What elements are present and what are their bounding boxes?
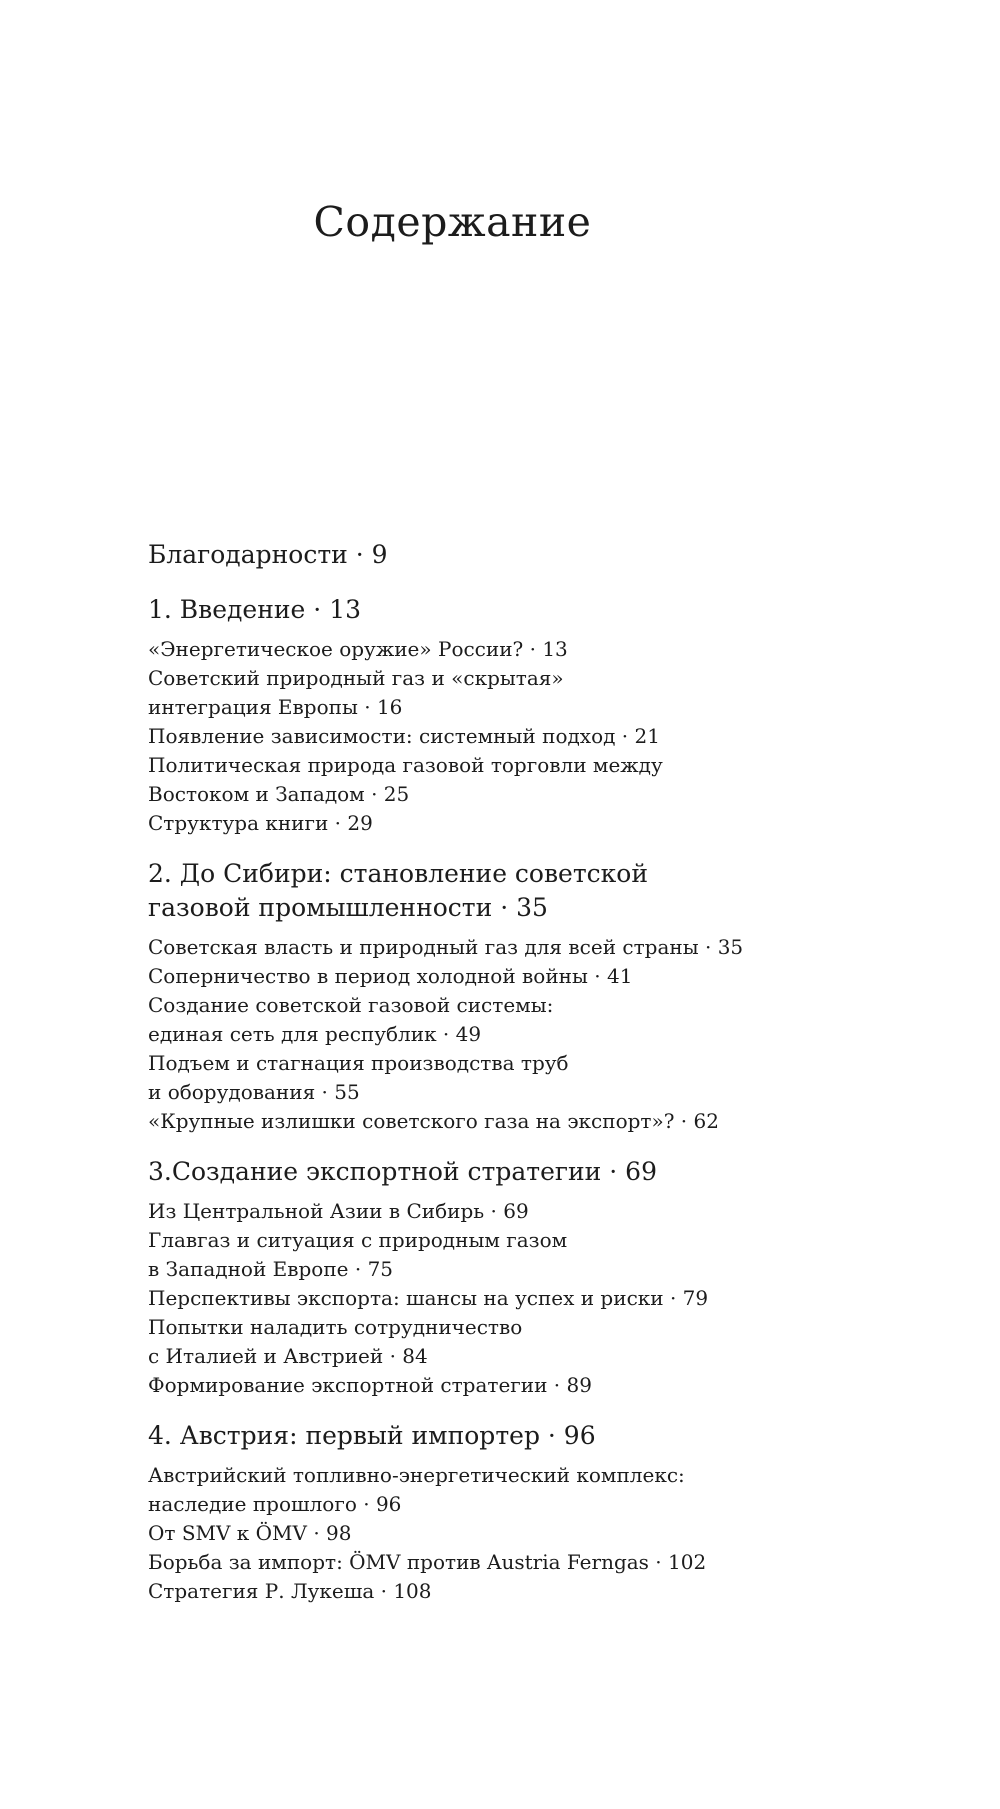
chapter-title: 2. До Сибири: становление советской газовой промышленности · 35 — [148, 859, 649, 922]
toc-entry: Подъем и стагнация производства труб и оборудования · 55 — [148, 1051, 569, 1104]
chapter-entries — [148, 1461, 968, 1606]
toc-entry: «Энергетическое оружие» России? · 13 — [148, 637, 568, 661]
toc-entry: Структура книги · 29 — [148, 811, 373, 835]
toc-entry: Австрийский топливно-энергетический комплекс: наследие прошлого · 96 — [148, 1463, 685, 1516]
toc-entry: Борьба за импорт: ÖMV против Austria Ferngas · 102 — [148, 1550, 707, 1574]
toc-entry: Появление зависимости: системный подход · 21 — [148, 724, 660, 748]
toc-entry: Политическая природа газовой торговли между Востоком и Западом · 25 — [148, 753, 663, 806]
toc-entry: От SMV к ÖMV · 98 — [148, 1521, 352, 1545]
toc-entry: Создание советской газовой системы: единая сеть для республик · 49 — [148, 993, 554, 1046]
toc-entry: Перспективы экспорта: шансы на успех и риски · 79 — [148, 1286, 709, 1310]
chapter-2 — [148, 857, 968, 1136]
chapter-1 — [148, 593, 968, 838]
toc-acknowledgments: Благодарности · 9 — [148, 540, 388, 569]
toc-entry: Соперничество в период холодной войны · 41 — [148, 964, 633, 988]
chapter-entries — [148, 933, 968, 1136]
chapter-title: 1. Введение · 13 — [148, 595, 362, 624]
toc-entry: Советская власть и природный газ для всей страны · 35 — [148, 935, 744, 959]
table-of-contents — [148, 538, 968, 1625]
toc-entry: Попытки наладить сотрудничество с Италией и Австрией · 84 — [148, 1315, 523, 1368]
chapter-4 — [148, 1419, 968, 1606]
chapter-title: 4. Австрия: первый импортер · 96 — [148, 1421, 596, 1450]
toc-entry: Формирование экспортной стратегии · 89 — [148, 1373, 592, 1397]
chapter-title: 3.Создание экспортной стратегии · 69 — [148, 1157, 657, 1186]
toc-entry: «Крупные излишки советского газа на экспорт»? · 62 — [148, 1109, 719, 1133]
toc-entry: Стратегия Р. Лукеша · 108 — [148, 1579, 432, 1603]
chapter-3 — [148, 1155, 968, 1400]
toc-entry: Из Центральной Азии в Сибирь · 69 — [148, 1199, 529, 1223]
toc-entry: Советский природный газ и «скрытая» интеграция Европы · 16 — [148, 666, 564, 719]
chapter-entries — [148, 1197, 968, 1400]
chapter-entries — [148, 635, 968, 838]
toc-entry: Главгаз и ситуация с природным газом в Западной Европе · 75 — [148, 1228, 568, 1281]
page-title: Содержание — [313, 198, 592, 246]
